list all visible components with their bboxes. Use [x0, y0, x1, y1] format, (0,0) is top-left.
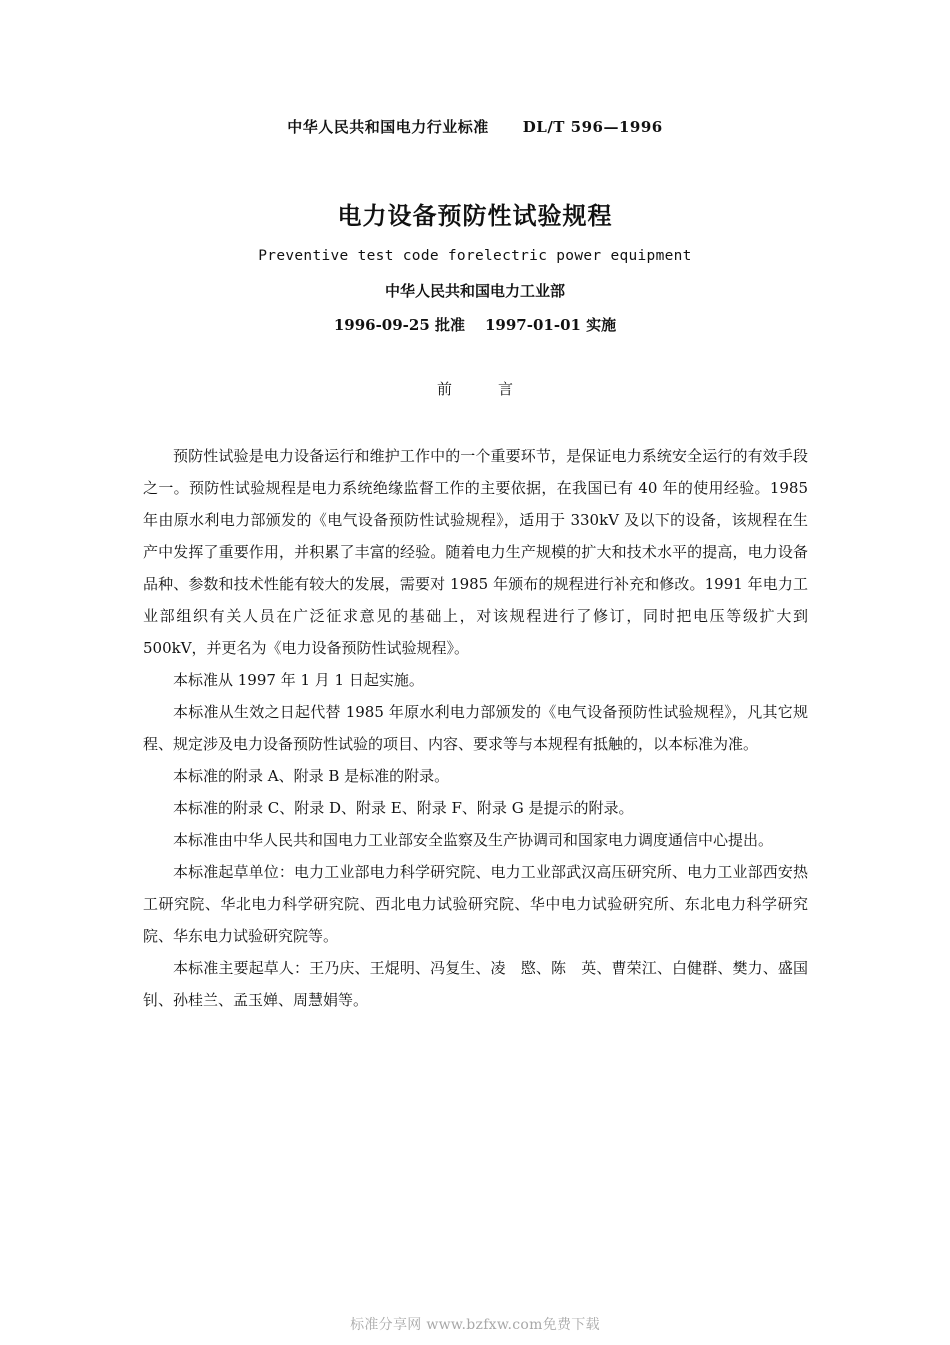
issuing-authority: 中华人民共和国电力工业部 [384, 282, 565, 300]
effective-date: 1997-01-01 实施 [485, 316, 617, 334]
foreword-heading: 前言 [436, 380, 559, 398]
approval-dates [0, 314, 950, 335]
paragraph: 本标准主要起草人：王乃庆、王焜明、冯复生、凌 愍、陈 英、曹荣江、白健群、樊力、盛国钊、孙桂兰、孟玉婵、周慧娟等。 [143, 959, 808, 1009]
approval-date: 1996-09-25 批准 [333, 316, 465, 334]
document-title-english: Preventive test code forelectric power equipment [258, 248, 692, 264]
footer-watermark: 标准分享网 www.bzfxw.com免费下载 [350, 1317, 600, 1333]
standard-code: DL/T 596—1996 [522, 118, 663, 136]
paragraph: 预防性试验是电力设备运行和维护工作中的一个重要环节，是保证电力系统安全运行的有效手段之一。预防性试验规程是电力系统绝缘监督工作的主要依据，在我国已有 40 年的使用经验。1985 年由原水利电力部颁发的《电气设备预防性试验规程》，适用于 330kV 及以下的设备，该规程在生产中发挥了重要作用，并积累了丰富的经验。随着电力生产规模的扩大和技术水平的提高，电力设备品种、参数和技术性能有较大的发展，需要对 1985 年颁布的规程进行补充和修改。1991 年电力工业部组织有关人员在广泛征求意见的基础上，对该规程进行了修订，同时把电压等级扩大到 500kV，并更名为《电力设备预防性试验规程》。 [143, 447, 808, 657]
paragraph: 本标准的附录 C、附录 D、附录 E、附录 F、附录 G 是提示的附录。 [173, 799, 634, 817]
document-title: 电力设备预防性试验规程 [337, 201, 613, 230]
paragraph: 本标准的附录 A、附录 B 是标准的附录。 [173, 767, 450, 785]
standard-name: 中华人民共和国电力行业标准 [287, 118, 489, 136]
paragraph: 本标准从生效之日起代替 1985 年原水利电力部颁发的《电气设备预防性试验规程》，凡其它规程、规定涉及电力设备预防性试验的项目、内容、要求等与本规程有抵触的，以本标准为准。 [143, 703, 808, 753]
paragraph: 本标准从 1997 年 1 月 1 日起实施。 [173, 671, 424, 689]
standard-header [0, 116, 950, 137]
foreword-body [143, 440, 808, 1016]
paragraph: 本标准由中华人民共和国电力工业部安全监察及生产协调司和国家电力调度通信中心提出。 [173, 831, 774, 849]
paragraph: 本标准起草单位：电力工业部电力科学研究院、电力工业部武汉高压研究所、电力工业部西安热工研究院、华北电力科学研究院、西北电力试验研究院、华中电力试验研究所、东北电力科学研究院、华东电力试验研究院等。 [143, 863, 808, 945]
